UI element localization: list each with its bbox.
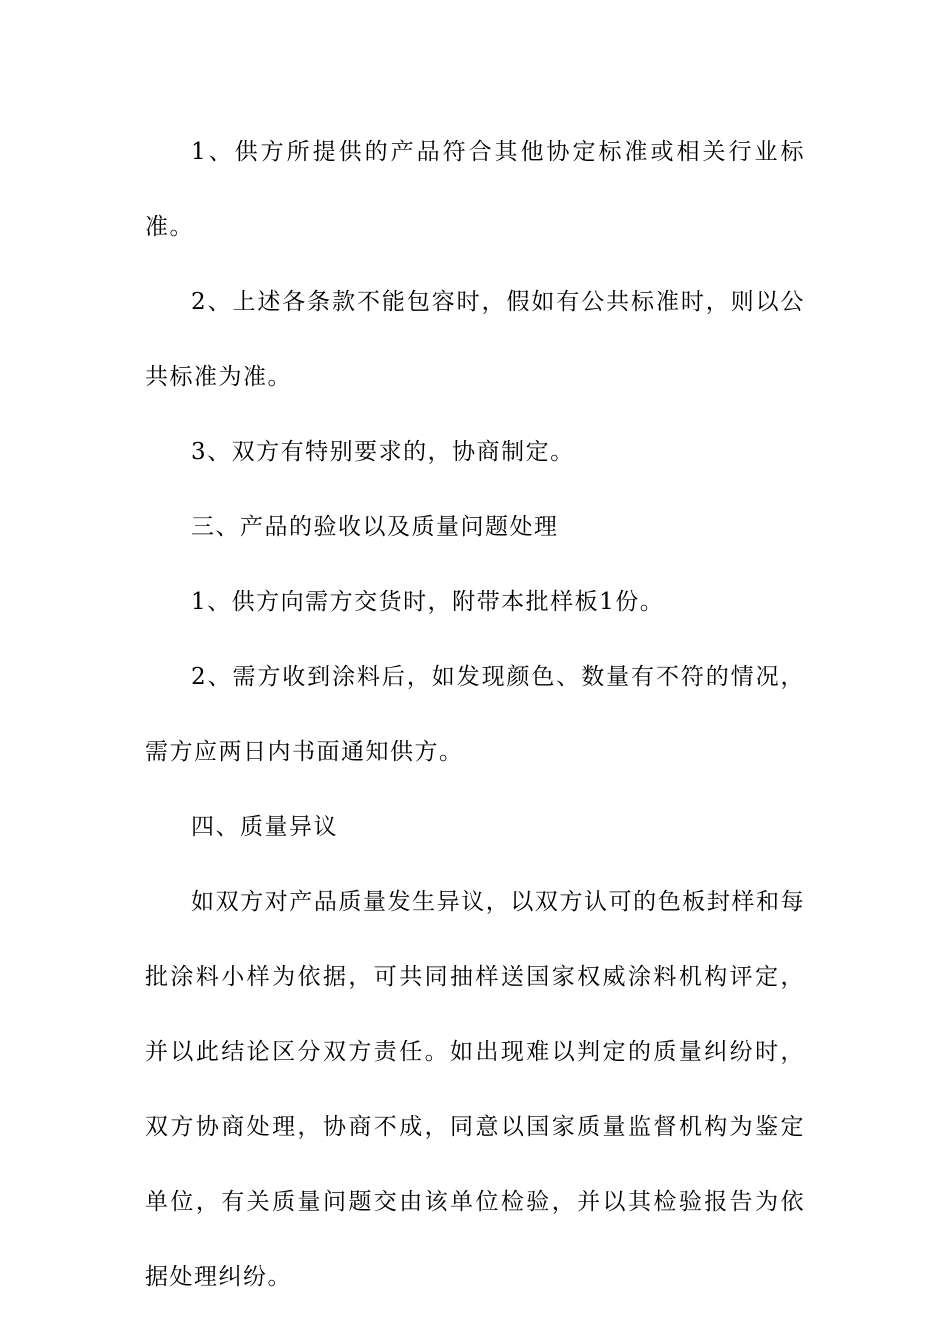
paragraph-delivery-sample: 1、供方向需方交货时，附带本批样板1份。	[191, 589, 665, 615]
paragraph-standard-compliance: 1、供方所提供的产品符合其他协定标准或相关行业标准。	[145, 139, 805, 240]
paragraph-special-requirements: 3、双方有特别要求的，协商制定。	[191, 439, 575, 465]
paragraph-notify-supplier: 2、需方收到涂料后，如发现颜色、数量有不符的情况，需方应两日内书面通知供方。	[145, 664, 805, 765]
paragraph-dispute-resolution: 如双方对产品质量发生异议，以双方认可的色板封样和每批涂料小样为依据，可共同抽样送国家权威涂料机构评定，并以此结论区分双方责任。如出现难以判定的质量纠纷时，双方协商处理，协商不成，同意以国家质量监督机构为鉴定单位，有关质量问题交由该单位检验，并以其检验报告为依据处理纠纷。	[145, 889, 805, 1290]
document-body	[145, 115, 805, 1315]
section-heading-quality-dispute: 四、质量异议	[191, 814, 338, 840]
section-heading-acceptance: 三、产品的验收以及质量问题处理	[191, 514, 559, 540]
paragraph-public-standard: 2、上述各条款不能包容时，假如有公共标准时，则以公共标准为准。	[145, 289, 805, 390]
